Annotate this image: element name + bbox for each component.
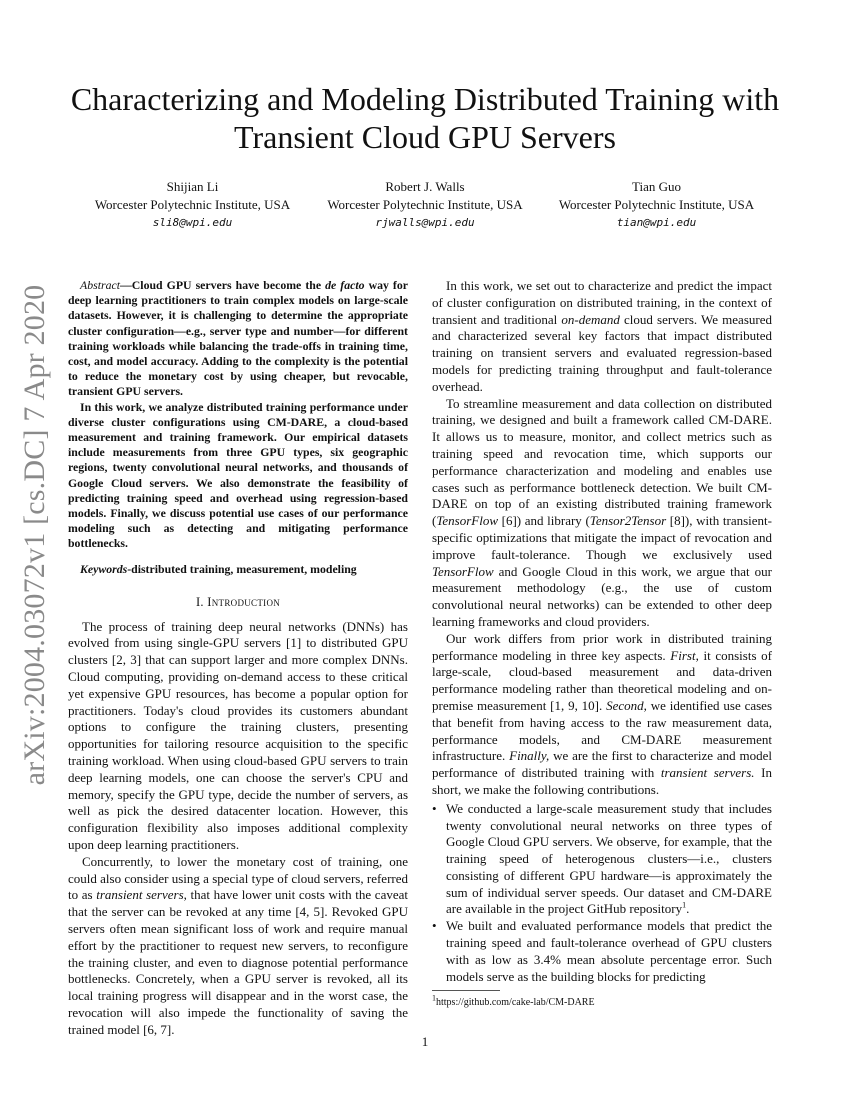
footnote-number: 1 (432, 993, 436, 1003)
author-name: Shijian Li (166, 179, 219, 194)
author-block (80, 178, 305, 232)
arxiv-id-text: arXiv:2004.03072v1 [cs.DC] 7 Apr 2020 (18, 284, 51, 786)
author-block (544, 178, 769, 232)
intro-paragraph-4: To streamline measurement and data collection on distributed training, we designed and built a framework called CM-DARE. It allows us to measure, monitor, and collect metrics such as training speed and revocation time, which supports our performance characterization and modeling and enables use cases such as performance bottleneck detection. We built CM-DARE on top of an existing distributed training framework (TensorFlow [6]) and library (Tensor2Tensor [8]), with transient-specific optimizations that mitigate the impact of revocation and improve fault-tolerance. Though we exclusively used TensorFlow and Google Cloud in this work, we argue that our measurement methodology (e.g., the use of custom convolutional neural networks) can be extended to other deep learning frameworks and cloud providers. (432, 395, 772, 629)
footnote-marker: 1 (682, 901, 687, 911)
bullet-dot-icon: • (432, 918, 437, 934)
author-affiliation: Worcester Polytechnic Institute, USA (558, 197, 755, 212)
abstract-label: Abstract (80, 278, 120, 292)
list-item: • We built and evaluated performance models that predict the training speed and fault-tolerance overhead of GPU clusters with as low as 3.4% mean absolute percentage error. Such models serve as the building blocks for predicting (432, 918, 772, 984)
author-block (312, 178, 538, 232)
author-affiliation: Worcester Polytechnic Institute, USA (327, 197, 523, 212)
author-email: tian@wpi.edu (616, 216, 697, 229)
footnote-url: https://github.com/cake-lab/CM-DARE (436, 997, 595, 1008)
author-affiliation: Worcester Polytechnic Institute, USA (94, 197, 291, 212)
author-name: Tian Guo (631, 179, 681, 194)
footnote-divider (432, 990, 500, 991)
intro-paragraph-1: The process of training deep neural networks (DNNs) has evolved from using single-GPU servers [1] to distributed GPU clusters [2, 3] that can support larger and more complex DNNs. Cloud computing, providing on-demand access to these critical yet expensive GPU resources, has become a popular option for practitioners. Today's cloud provides its customers abundant options to configure the training clusters, presenting opportunities for tailoring resource acquisition to the specific training workload. When using cloud-based GPU servers to train deep learning models, one can choose the server's CPU and memory, specify the GPU type, decide the number of servers, as well as pick the desired datacenter location. However, this configuration flexibility also imposes additional complexity upon deep learning practitioners. (68, 618, 408, 853)
contributions-list (432, 801, 772, 986)
bullet-dot-icon: • (432, 800, 437, 816)
right-column (432, 278, 772, 985)
keywords: Keywords-distributed training, measurement, modeling (80, 561, 357, 576)
arxiv-identifier-stamp (10, 284, 60, 786)
author-email: rjwalls@wpi.edu (375, 216, 475, 229)
list-item: • We conducted a large-scale measurement study that includes twenty convolutional neural networks on three types of Google Cloud GPU servers. We observe, for example, that the training speed of heterogenous clusters—i.e., clusters consisting of different GPU hardware—is approximately the sum of individual server speeds. Our dataset and CM-DARE are available in the project GitHub repository$^1$. (432, 800, 772, 917)
author-email: sli8@wpi.edu (152, 216, 233, 229)
paper-title: Characterizing and Modeling Distributed Training with Transient Cloud GPU Servers (70, 81, 780, 155)
intro-paragraph-5: Our work differs from prior work in distributed training performance modeling in three key aspects. First, it consists of large-scale, cloud-based measurement and data-driven performance modeling rather than theoretical modeling and on-premise measurement [1, 9, 10]. Second, we identified use cases that benefit from having access to the raw measurement data, performance models, and CM-DARE measurement infrastructure. Finally, we are the first to characterize and model performance of distributed training with transient servers. In short, we make the following contributions. (432, 630, 772, 797)
page-number: 1 (421, 1034, 429, 1049)
author-name: Robert J. Walls (385, 179, 465, 194)
abstract-paragraph-2: In this work, we analyze distributed training performance under diverse cluster configurations using CM-DARE, a cloud-based measurement and training framework. Our empirical datasets include measurements from three GPU types, six geographic regions, twenty convolutional neural networks, and thousands of Google Cloud servers. We also demonstrate the feasibility of predicting training speed and overhead using regression-based models. Finally, we discuss potential use cases of our performance modeling such as detecting and mitigating performance bottlenecks. (68, 399, 408, 551)
abstract-paragraph-1: Abstract—Cloud GPU servers have become the de facto way for deep learning practitioners to train complex models on large-scale datasets. However, it is challenging to determine the appropriate cluster configuration—e.g., server type and number—for different training workloads while balancing the trade-offs in training time, cost, and model accuracy. Adding to the complexity is the potential to reduce the monetary cost by using cheaper, but revocable, transient GPU servers. (68, 278, 408, 399)
intro-paragraph-3: In this work, we set out to characterize and predict the impact of cluster configuration on distributed training, in the context of transient and traditional on-demand cloud servers. We measured and characterized several key factors that impact distributed training on transient servers and evaluated regression-based models for predicting training throughput and fault-tolerance overhead. (432, 278, 772, 394)
footnote (432, 993, 772, 1008)
section-heading-introduction: I. Introduction (195, 594, 281, 609)
left-column (68, 278, 408, 1039)
keywords-label: Keywords (80, 561, 128, 576)
intro-paragraph-2: Concurrently, to lower the monetary cost of training, one could also consider using a special type of cloud servers, referred to as transient servers, that have lower unit costs with the caveat that the server can be revoked at any time [4, 5]. Revoked GPU servers often mean significant loss of work and require manual effort by the practitioner to request new servers, to reconfigure the training cluster, and even to diagnose potential performance bottlenecks. Concretely, when a GPU server is revoked, all its local training progress will disappear and in the worst case, the revocation will also impede the functionality of saving the trained model [6, 7]. (68, 853, 408, 1037)
